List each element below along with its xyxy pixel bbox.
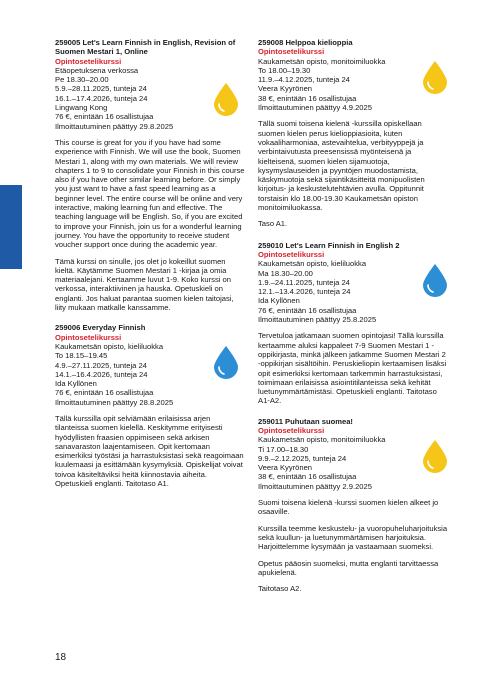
yellow-drop-icon [422,60,448,94]
course-dates: 1.9.–24.11.2025, tunteja 24 [258,277,350,287]
course-259010 [258,241,448,406]
course-subtitle: Opintosetelikurssi [55,332,122,342]
course-deadline: Ilmoittautuminen päättyy 29.8.2025 [55,121,174,131]
course-deadline: Ilmoittautuminen päättyy 25.8.2025 [258,315,377,325]
course-teacher: Veera Kyyrönen [258,463,313,473]
page-number: 18 [55,652,67,663]
course-title: 259011 Puhutaan suomea! [258,416,353,426]
course-price: 76 €, enintään 16 osallistujaa [258,305,357,315]
course-dates: 12.1.–13.4.2026, tunteja 24 [258,287,351,297]
side-label: KIELET [6,211,17,249]
course-title: 259005 Let's Learn Finnish in English, Revision of Suomen Mestari 1, Online [55,38,236,57]
left-column [55,38,245,499]
right-column [258,38,448,604]
blue-drop-icon [422,263,448,297]
course-dates: 4.9.–27.11.2025, tunteja 24 [55,360,147,370]
course-teacher: Lingwang Kong [55,103,108,113]
course-subtitle: Opintosetelikurssi [55,56,122,66]
course-subtitle: Opintosetelikurssi [258,47,325,57]
course-time: Pe 18.30–20.00 [55,75,109,85]
course-description: Opetus pääosin suomeksi, mutta englanti tarvittaessa apukielenä. [258,558,439,577]
course-subtitle: Opintosetelikurssi [258,425,325,435]
course-location: Kaukametsän opisto, monitoimiluokka [258,56,386,66]
course-259005 [55,38,245,312]
course-deadline: Ilmoittautuminen päättyy 28.8.2025 [55,397,174,407]
course-teacher: Veera Kyyrönen [258,84,313,94]
course-teacher: Ida Kyllönen [258,296,300,306]
course-price: 76 €, enintään 16 osallistujaa [55,388,154,398]
course-description: Tervetuloa jatkamaan suomen opintojasi! Tällä kurssilla kertaamme aluksi kappaleet 7-9 Suomen Mestari 1 -oppikirjasta, minkä jälkeen jatkamme Suomen Mestari 2 -oppikirjan sisältöihin. Peruskieliopin kertaamisen lisäksi opit esimerkiksi kertomaan tarkemmin harrastuksistasi, toimimaan erilaisissa asiointitilanteissa sekä kehität luetunymmärtämistäsi. Opetuskieli englanti. Taitotaso A1-A2. [258,331,447,406]
course-259008 [258,38,448,229]
course-dates: 16.1.–17.4.2026, tunteja 24 [55,93,148,103]
course-time: Ti 17.00–18.30 [258,444,309,454]
course-price: 38 €, enintään 16 osallistujaa [258,472,357,482]
course-dates: 14.1.–16.4.2026, tunteja 24 [55,369,148,379]
course-time: Ma 18.30–20.00 [258,268,313,278]
course-deadline: Ilmoittautuminen päättyy 2.9.2025 [258,481,372,491]
course-location: Kaukametsän opisto, kieliluokka [258,259,367,269]
course-location: Kaukametsän opisto, monitoimiluokka [258,435,386,445]
course-price: 38 €, enintään 16 osallistujaa [258,93,357,103]
course-description: Kurssilla teemme keskustelu- ja vuoropuheluharjoituksia sekä kuullun- ja luetunymmärtämisen harjoituksia. Harjoittelemme kysymään ja vastaamaan suomeksi. [258,523,448,552]
blue-drop-icon [213,345,239,379]
course-time: To 18.15–19.45 [55,351,108,361]
course-price: 76 €, enintään 16 osallistujaa [55,112,154,122]
course-description: This course is great for you if you have had some experience with Finnish. We will use the book, Suomen Mestari 1, along with my own materials. We will review chapters 1 to 9 to consolidate your Finnish in this course also if you have other similar learning before. Or simply you just want to have a fast speed learning as a beginner level. The entire course will be online and very interactive, making learning fun and effective. The teaching language will be English. So, if you are excited to improve your Finnish, join us for a wonderful learning journey. You have the opportunity to receive student voucher support once during the academic year. [55,137,245,250]
course-subtitle: Opintosetelikurssi [258,249,325,259]
course-time: To 18.00–19.30 [258,65,311,75]
course-level: Taitotaso A2. [258,584,302,594]
course-dates: 9.9.–2.12.2025, tunteja 24 [258,453,347,463]
yellow-drop-icon [213,82,239,116]
course-title: 259010 Let's Learn Finnish in English 2 [258,240,400,250]
course-dates: 5.9.–28.11.2025, tunteja 24 [55,84,147,94]
course-teacher: Ida Kyllönen [55,379,97,389]
course-description: Tämä kurssi on sinulle, jos olet jo kokeillut suomen kieltä. Käytämme Suomen Mestari 1 -kirjaa ja omia materiaalejani. Kertaamme luvut 1-9. Koko kurssi on verkossa, interaktiivinen ja hauska. Opetuskieli on englanti. Jos haluat parantaa suomen kielen taitojasi, liity mukaan matkalle kanssamme. [55,256,234,313]
course-level: Taso A1. [258,219,288,229]
course-deadline: Ilmoittautuminen päättyy 4.9.2025 [258,103,372,113]
course-title: 259006 Everyday Finnish [55,323,146,333]
course-description: Tällä suomi toisena kielenä -kurssilla opiskellaan suomen kielen perus kielioppiasioita, kuten vokaaliharmoniaa, astevaihtelua, verbityyppejä ja verbintaivutusta preesensissä myönteisenä ja kielteisenä, suomen kielen sijamuotoja, kysymyslauseiden ja pyyntöjen muodostamista, käskymuotoja sekä sijaintikäsitteitä monipuolisten kirjoitus- ja keskustelutehtävien avulla. Oppitunnit torstaisin klo 18.00-19.30 Kaukametsän opiston monitoimiluokassa. [258,119,425,213]
course-dates: 11.9.–4.12.2025, tunteja 24 [258,75,350,85]
course-description: Suomi toisena kielenä -kurssi suomen kielen alkeet jo osaaville. [258,498,439,517]
yellow-drop-icon [422,439,448,473]
course-description: Tällä kurssilla opit selviämään erilaisissa arjen tilanteissa suomen kielellä. Keskitymme erityisesti hyödyllisten fraasien oppimiseen sekä arkisen sanavaraston laajentamiseen. Opit kertomaan esimerkiksi työstäsi ja harrastuksistasi sekä reagoimaan kuulemaasi ja esittämään kysymyksiä. Opiskelijat voivat toivoa käsiteltäviksi heitä kiinnostavia aiheita. Opetuskieli englanti. Taitotaso A1. [55,413,244,489]
course-location: Kaukametsän opisto, kieliluokka [55,341,164,351]
course-title: 259008 Helppoa kielioppia [258,38,353,47]
course-location: Etäopetuksena verkossa [55,65,139,75]
course-259006 [55,323,245,488]
course-259011 [258,417,448,594]
